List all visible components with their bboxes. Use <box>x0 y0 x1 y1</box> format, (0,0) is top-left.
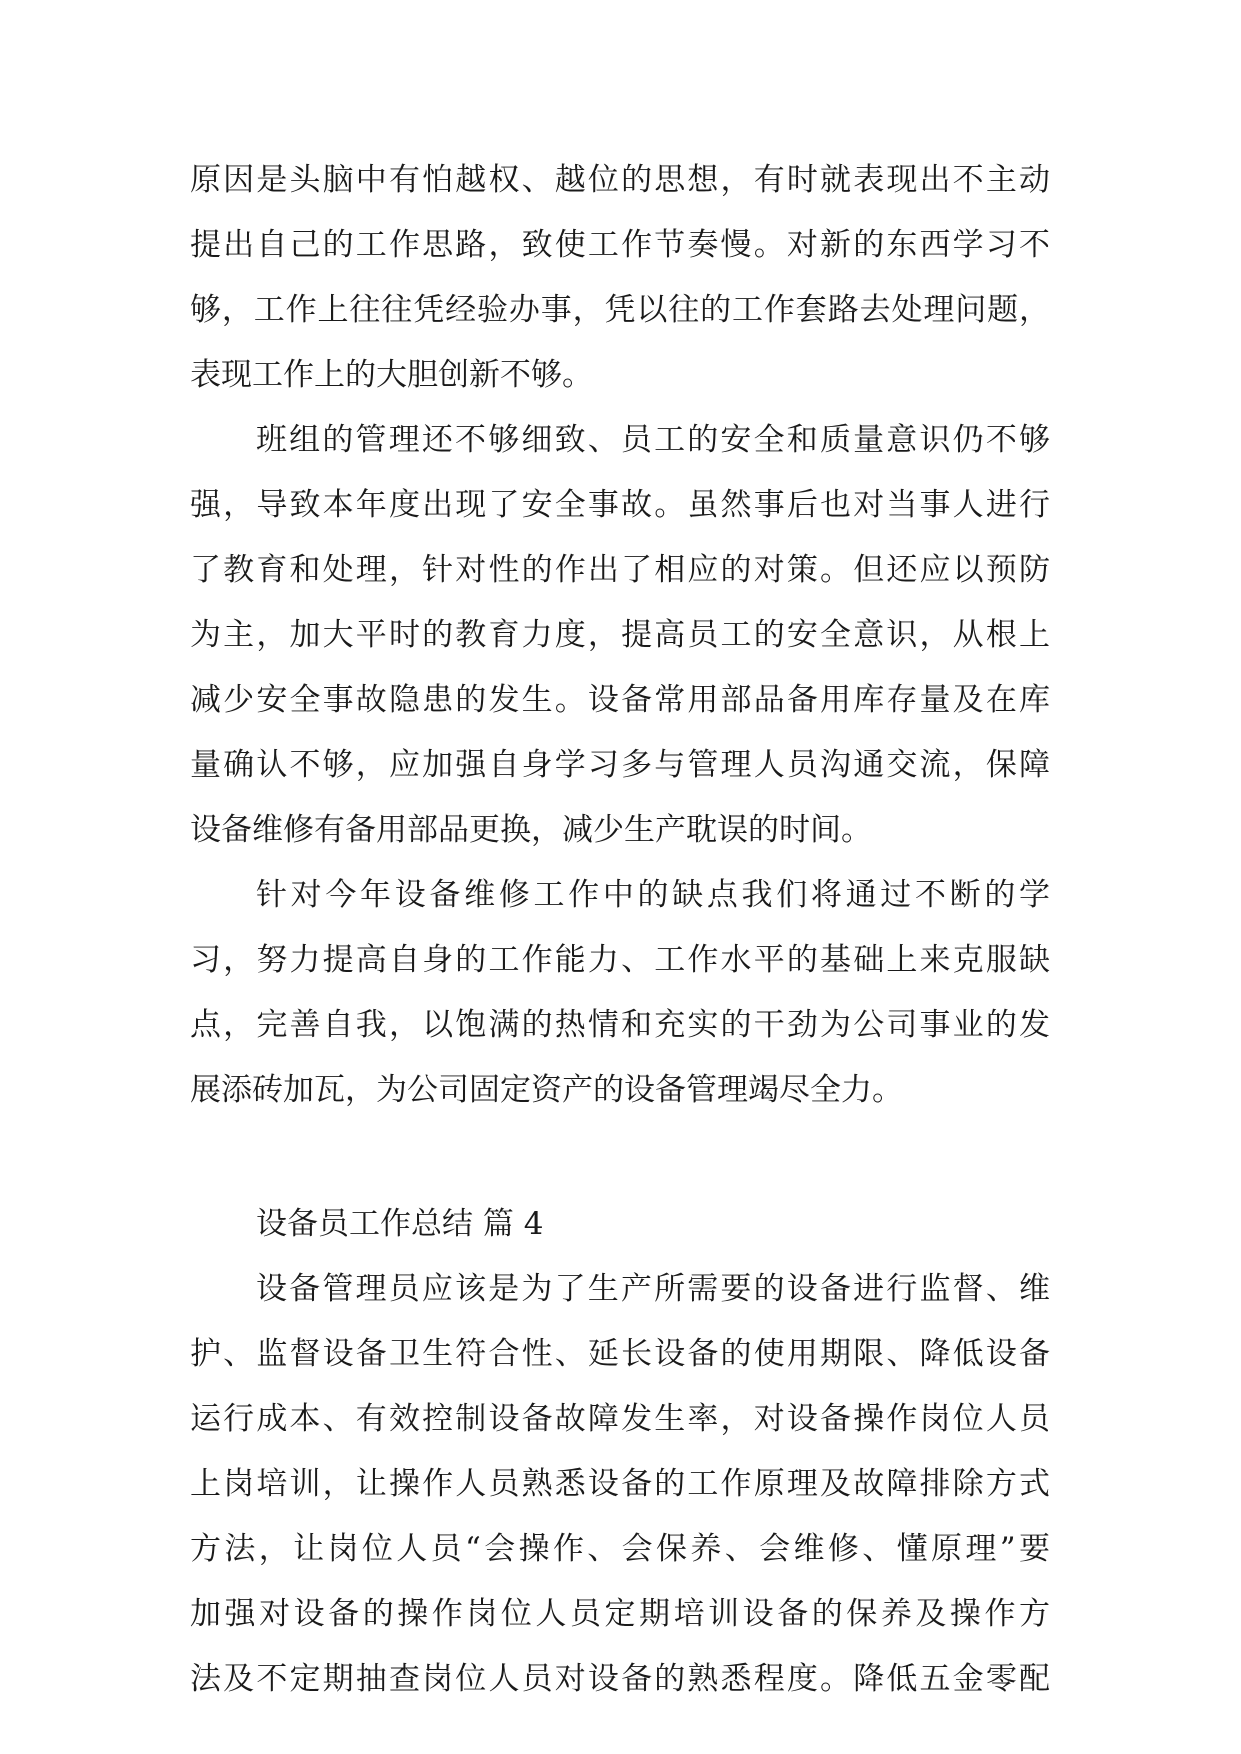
paragraph-3-line-4: 展添砖加瓦，为公司固定资产的设备管理竭尽全力。 <box>190 1072 903 1108</box>
paragraph-4-line-2: 护、监督设备卫生符合性、延长设备的使用期限、降低设备 <box>190 1336 1050 1372</box>
paragraph-3-line-1: 针对今年设备维修工作中的缺点我们将通过不断的学 <box>256 877 1050 913</box>
paragraph-2-line-7: 设备维修有备用部品更换，减少生产耽误的时间。 <box>190 812 872 848</box>
paragraph-4-line-4: 上岗培训，让操作人员熟悉设备的工作原理及故障排除方式 <box>190 1466 1050 1502</box>
paragraph-2-line-1: 班组的管理还不够细致、员工的安全和质量意识仍不够 <box>256 422 1050 458</box>
paragraph-2-line-6: 量确认不够，应加强自身学习多与管理人员沟通交流，保障 <box>190 747 1050 783</box>
paragraph-3-line-3: 点，完善自我，以饱满的热情和充实的干劲为公司事业的发 <box>190 1007 1050 1043</box>
paragraph-4-line-6: 加强对设备的操作岗位人员定期培训设备的保养及操作方 <box>190 1596 1050 1632</box>
section-heading: 设备员工作总结 篇 4 <box>256 1206 544 1242</box>
paragraph-3-line-2: 习，努力提高自身的工作能力、工作水平的基础上来克服缺 <box>190 942 1050 978</box>
paragraph-4-line-5: 方法，让岗位人员“会操作、会保养、会维修、懂原理”要 <box>190 1531 1050 1567</box>
paragraph-2-line-2: 强，导致本年度出现了安全事故。虽然事后也对当事人进行 <box>190 487 1050 523</box>
paragraph-4-line-3: 运行成本、有效控制设备故障发生率，对设备操作岗位人员 <box>190 1401 1050 1437</box>
paragraph-4-line-7: 法及不定期抽查岗位人员对设备的熟悉程度。降低五金零配 <box>190 1661 1050 1697</box>
paragraph-1-line-3: 够，工作上往往凭经验办事，凭以往的工作套路去处理问题， <box>190 292 1050 328</box>
paragraph-2-line-5: 减少安全事故隐患的发生。设备常用部品备用库存量及在库 <box>190 682 1050 718</box>
paragraph-4-line-1: 设备管理员应该是为了生产所需要的设备进行监督、维 <box>256 1271 1050 1307</box>
paragraph-1-line-4: 表现工作上的大胆创新不够。 <box>190 357 593 393</box>
paragraph-1-line-2: 提出自己的工作思路，致使工作节奏慢。对新的东西学习不 <box>190 227 1050 263</box>
paragraph-2-line-4: 为主，加大平时的教育力度，提高员工的安全意识，从根上 <box>190 617 1050 653</box>
paragraph-2-line-3: 了教育和处理，针对性的作出了相应的对策。但还应以预防 <box>190 552 1050 588</box>
paragraph-1-line-1: 原因是头脑中有怕越权、越位的思想，有时就表现出不主动 <box>190 162 1050 198</box>
